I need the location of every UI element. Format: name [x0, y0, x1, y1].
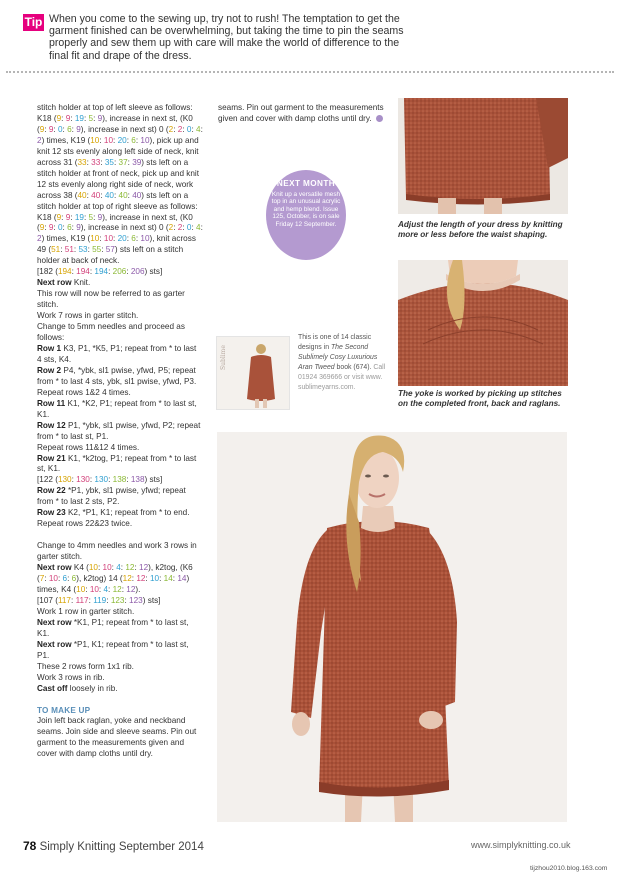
- tip-text: When you come to the sewing up, try not to rush! The temptation to get the garment finished can be overwhelming, but taking the time to pin the seams properly and sew them up with care will make the world of difference to the final fit and drape of the dress.: [49, 13, 404, 62]
- row-2: Row 2 P4, *ybk, sl1 pwise, yfwd, P5; repeat from * to last 4 sts, ybk, sl1 pwise, yfwd, P3.: [37, 365, 197, 386]
- watermark: tijzhou2010.blog.163.com: [530, 865, 608, 872]
- next-row-line: Next row *P1, K1; repeat from * to last st, P1.: [37, 639, 189, 660]
- make-up-text: Join left back raglan, yoke and neckband seams. Join side and sleeve seams. Pin out garment to the measurements given and cover with damp cloths until dry.: [37, 716, 197, 759]
- pattern-line: These 2 rows form 1x1 rib.: [37, 661, 134, 671]
- row-23: Row 23 K2, *P1, K1; repeat from * to end.: [37, 508, 190, 518]
- next-month-title: NEXT MONTH: [276, 179, 336, 188]
- cast-off-line: Cast off loosely in rib.: [37, 683, 118, 693]
- caption-yoke: The yoke is worked by picking up stitches on the completed front, back and raglans.: [398, 389, 562, 409]
- pattern-line: stitch holder at top of left sleeve as follows: K18 (9: 9: 19: 5: 9), increase in next st, (K0 (9: 9: 0: 6: 9), increase in next st) 0 (2: 2: 0: 4: 2) times, K19 (10: 10: 20: 6: 10), pick up and knit 12 sts evenly along left side of neck, knit across 31 (33: 33: 35: 37: 39) sts left on a stitch holder at front of neck, pick up and knit 12 sts evenly along right side of neck, work across 38 (40: 40: 40: 40: 40) sts left on a stitch holder at top of right sleeve as follows: K18 (9: 9: 19: 5: 9), increase in next st, (K0 (9: 9: 0: 6: 9), increase in next st) 0 (2: 2: 0: 4: 2) times, K19 (10: 10: 20: 6: 10), knit across 49 (51: 51: 53: 55: 57) sts left on a stitch holder at back of neck.: [37, 103, 203, 266]
- book-note: This is one of 14 classic designs in The Second Sublimely Cosy Luxurious Aran Tweed book (674). Call 01924 369666 or visit www. sublimeyarns.com.: [298, 334, 386, 391]
- pattern-line: Repeat rows 22&23 twice.: [37, 519, 133, 529]
- end-dot-icon: [376, 115, 383, 122]
- pattern-line: Repeat rows 1&2 4 times.: [37, 387, 131, 397]
- row-11: Row 11 K1, *K2, P1; repeat from * to last st, K1.: [37, 398, 197, 419]
- make-up-continued-text: seams. Pin out garment to the measurements given and cover with damp cloths until dry.: [218, 103, 384, 123]
- make-up-heading: TO MAKE UP: [37, 705, 91, 715]
- row-12: Row 12 P1, *ybk, sl1 pwise, yfwd, P2; repeat from * to last st, P1.: [37, 420, 201, 441]
- page-number: 78: [23, 839, 37, 853]
- make-up-continued: [218, 103, 393, 125]
- pattern-line: Change to 5mm needles and proceed as follows:: [37, 322, 185, 343]
- row-22: Row 22 *P1, ybk, sl1 pwise, yfwd; repeat from * to last 2 sts, P2.: [37, 486, 186, 507]
- next-row-line: Next row K4 (10: 10: 4: 12: 12), k2tog, (K6 (7: 10: 6: 6), k2tog) 14 (12: 12: 10: 14: 14) times, K4 (10: 10: 4: 12: 12).: [37, 563, 193, 594]
- next-month-badge: [266, 170, 346, 260]
- photo-yoke: [398, 260, 568, 386]
- caption-hem: Adjust the length of your dress by knitting more or less before the waist shaping.: [398, 220, 563, 240]
- pattern-line: Work 7 rows in garter stitch.: [37, 311, 139, 321]
- pattern-line: Work 3 rows in rib.: [37, 672, 105, 682]
- pattern-line: Work 1 row in garter stitch.: [37, 606, 135, 616]
- next-month-body: Knit up a versatile mesh top in an unusual acrylic and hemp blend. Issue 125, October, is on sale Friday 12 September.: [271, 191, 341, 228]
- footer-page: [23, 839, 204, 853]
- next-row-line: Next row *K1, P1; repeat from * to last st, K1.: [37, 617, 189, 638]
- row-21: Row 21 K1, *k2tog, P1; repeat from * to last st, K1.: [37, 453, 197, 474]
- photo-model-dress: [217, 432, 567, 822]
- magazine-issue: Simply Knitting September 2014: [39, 841, 204, 853]
- tip-badge: Tip: [24, 15, 43, 29]
- pattern-line: Repeat rows 11&12 4 times.: [37, 442, 140, 452]
- row-1: Row 1 K3, P1, *K5, P1; repeat from * to last 4 sts, K4.: [37, 343, 197, 364]
- pattern-line: This row will now be referred to as garter stitch.: [37, 289, 185, 310]
- photo-dress-hem: [398, 98, 568, 214]
- svg-text:Sublime: Sublime: [220, 345, 227, 370]
- stitch-count: [182 (194: 194: 194: 206: 206) sts]: [37, 267, 163, 277]
- stitch-count: [122 (130: 130: 130: 138: 138) sts]: [37, 475, 163, 485]
- pattern-column: [37, 103, 203, 759]
- dotted-divider: [6, 71, 614, 73]
- pattern-line: Change to 4mm needles and work 3 rows in garter stitch.: [37, 541, 197, 562]
- footer-url: www.simplyknitting.co.uk: [471, 840, 571, 850]
- stitch-count: [107 (117: 117: 119: 123: 123) sts]: [37, 595, 161, 605]
- book-cover-thumbnail: [216, 336, 290, 410]
- next-row-line: Next row Knit.: [37, 278, 91, 288]
